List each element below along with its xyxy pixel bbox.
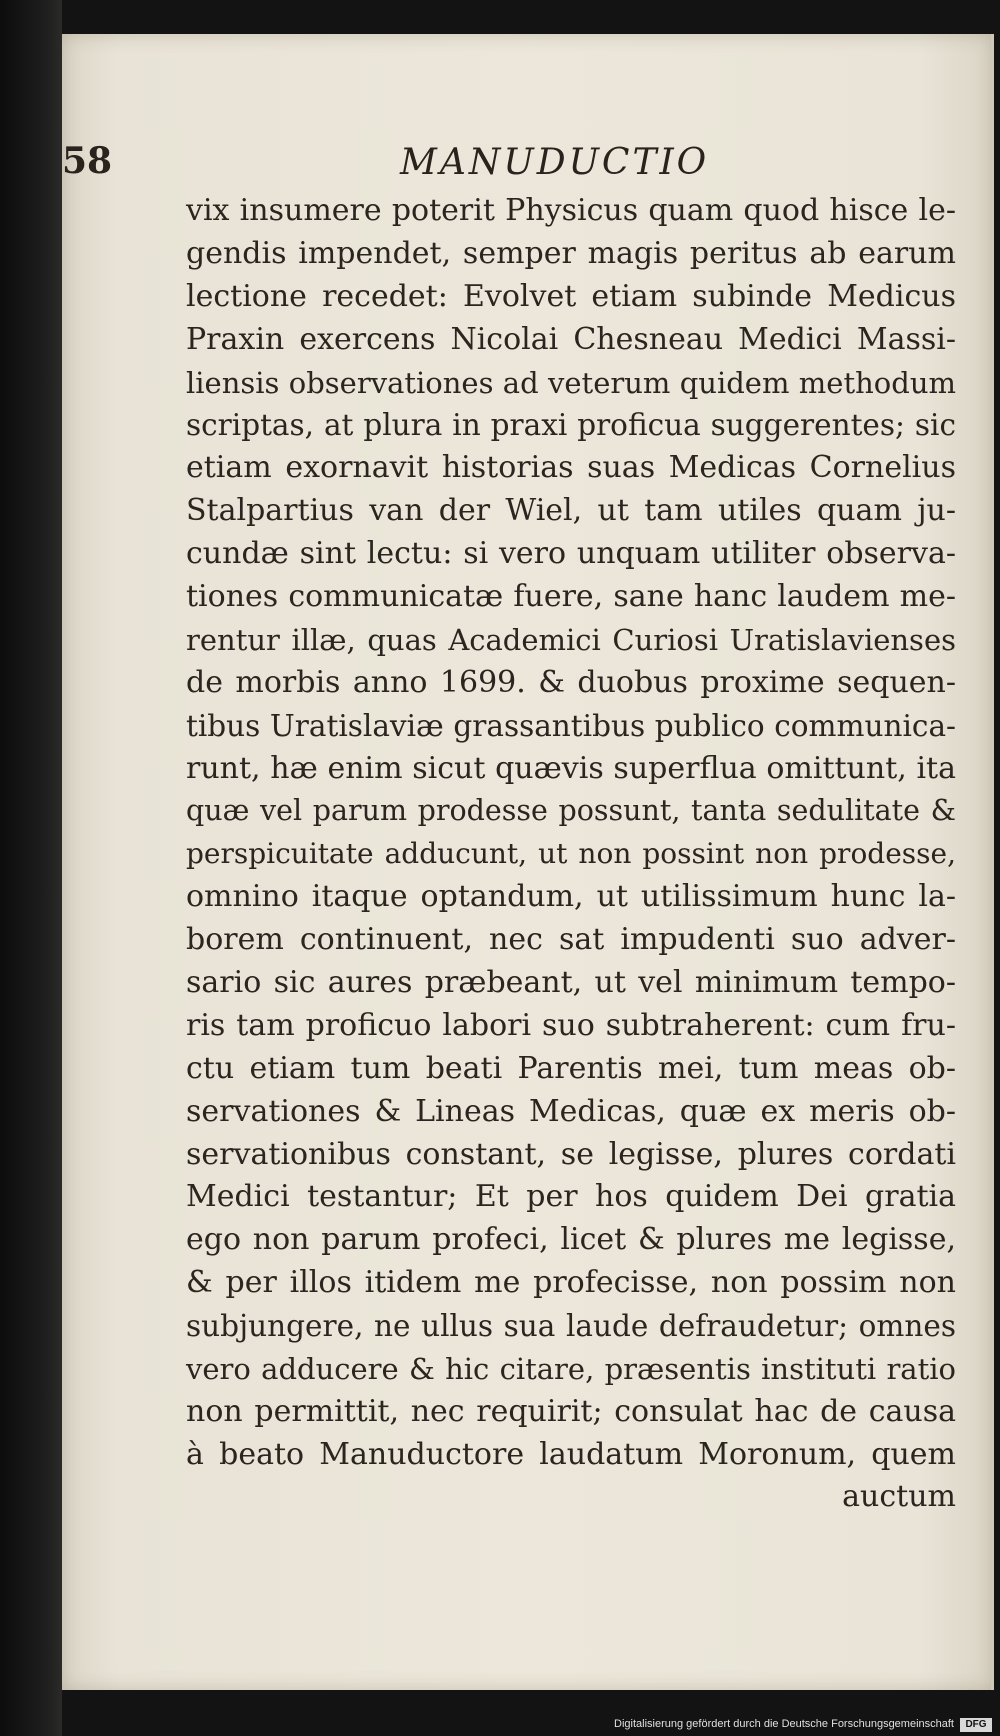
text-line: cundæ sint lectu: si vero unquam utiliter observa- — [186, 536, 956, 572]
dfg-logo: DFG — [960, 1718, 992, 1732]
text-line: etiam exornavit historias suas Medicas Cornelius — [186, 450, 956, 486]
text-line: quæ vel parum prodesse possunt, tanta sedulitate & — [186, 794, 956, 828]
text-line: omnino itaque optandum, ut utilissimum hunc la- — [186, 879, 956, 915]
text-line: runt, hæ enim sicut quævis superflua omittunt, ita — [186, 750, 956, 786]
text-line: servationibus constant, se legisse, plures cordati — [186, 1136, 956, 1172]
text-line: vix insumere poterit Physicus quam quod hisce le- — [186, 193, 956, 228]
text-line: subjungere, ne ullus sua laude defraudetur; omnes — [186, 1309, 956, 1344]
text-line: ego non parum profeci, licet & plures me legisse, — [186, 1222, 956, 1258]
text-line: tiones communicatæ fuere, sane hanc laudem me- — [186, 579, 956, 615]
text-line: liensis observationes ad veterum quidem methodum — [186, 365, 956, 400]
text-line: ctu etiam tum beati Parentis mei, tum meas ob- — [186, 1050, 956, 1086]
running-head: MANUDUCTIO — [400, 142, 710, 183]
text-line: lectione recedet: Evolvet etiam subinde Medicus — [186, 278, 956, 314]
text-line: de morbis anno 1699. & duobus proxime sequen- — [186, 664, 956, 700]
catchword: auctum — [842, 1479, 956, 1514]
text-line: Stalpartius van der Wiel, ut tam utiles quam ju- — [186, 493, 956, 529]
scan-left-shadow — [0, 0, 62, 1736]
page-number: 58 — [62, 140, 113, 182]
text-line: non permittit, nec requirit; consulat hac de causa — [186, 1393, 956, 1429]
body-text — [186, 190, 956, 1477]
text-line: Medici testantur; Et per hos quidem Dei gratia — [186, 1179, 956, 1215]
text-line: & per illos itidem me profecisse, non possim non — [186, 1265, 956, 1301]
text-line: rentur illæ, quas Academici Curiosi Uratislavienses — [186, 622, 956, 657]
page-edge — [991, 34, 994, 1690]
text-line: Praxin exercens Nicolai Chesneau Medici Massi- — [186, 321, 956, 357]
text-line: perspicuitate adducunt, ut non possint non prodesse, — [186, 837, 956, 871]
digitization-credit: Digitalisierung gefördert durch die Deutsche Forschungsgemeinschaft — [614, 1718, 954, 1730]
text-line: gendis impendet, semper magis peritus ab earum — [186, 235, 956, 271]
text-line: ris tam proficuo labori suo subtraherent: cum fru- — [186, 1007, 956, 1043]
text-line: scriptas, at plura in praxi proficua suggerentes; sic — [186, 408, 956, 443]
text-line: sario sic aures præbeant, ut vel minimum tempo- — [186, 965, 956, 1001]
text-line: servationes & Lineas Medicas, quæ ex meris ob- — [186, 1093, 956, 1129]
text-line: borem continuent, nec sat impudenti suo adver- — [186, 922, 956, 958]
text-line: tibus Uratislaviæ grassantibus publico communica- — [186, 708, 956, 743]
text-line: vero adducere & hic citare, præsentis instituti ratio — [186, 1352, 956, 1387]
text-line: à beato Manuductore laudatum Moronum, quem — [186, 1436, 956, 1472]
